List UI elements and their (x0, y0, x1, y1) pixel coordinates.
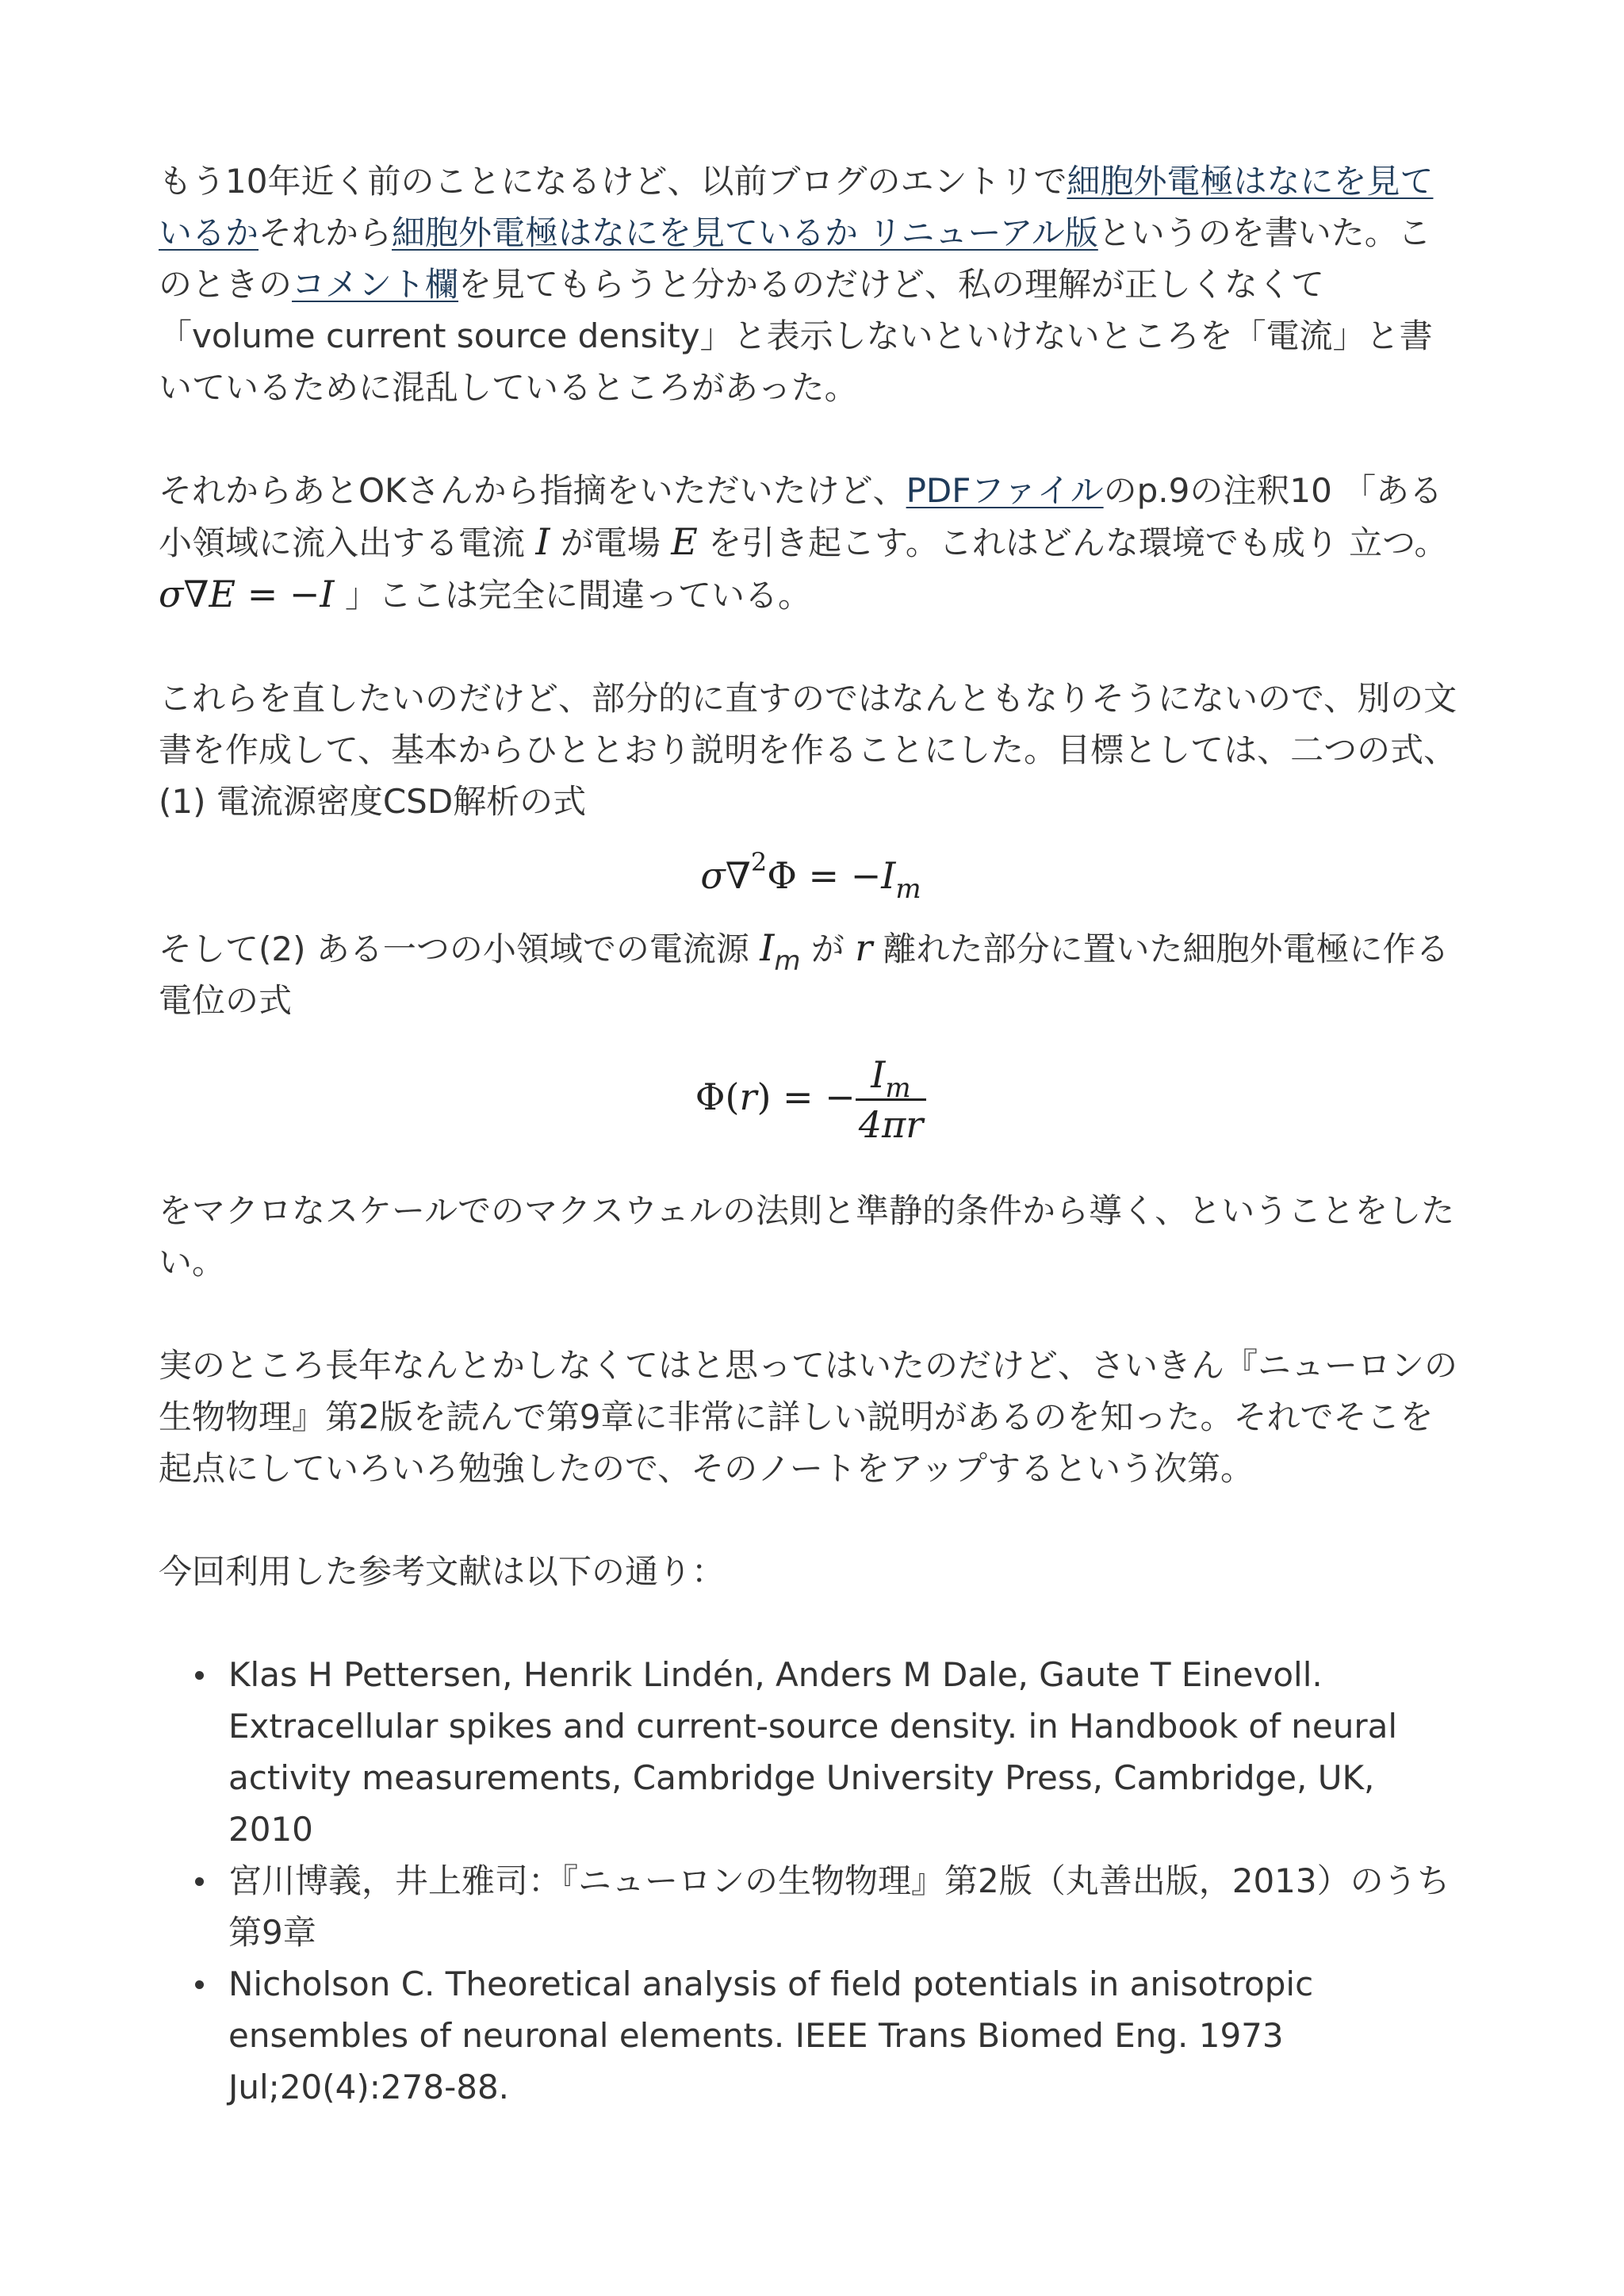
csd-eq-var: I (881, 854, 896, 897)
correction-text-1: それからあとOKさんから指摘をいただいたけど、 (159, 471, 906, 510)
potential-eq-fraction (856, 1050, 927, 1148)
csd-eq-subscript: m (895, 873, 921, 905)
potential-intro-paragraph (159, 922, 1463, 1026)
potential-eq-lhs: Φ( (695, 1075, 740, 1118)
intro-paragraph (159, 155, 1463, 413)
csd-equation (159, 835, 1463, 914)
comment-section-link[interactable]: コメント欄 (292, 265, 459, 304)
reference-item: Nicholson C. Theoretical analysis of field potentials in anisotropic ensembles of neuronal elements. IEEE Trans Biomed Eng. 1973 Jul;20(4):278-88. (228, 1958, 1463, 2113)
potential-text-1: そして(2) ある一つの小領域での電流源 (159, 930, 760, 968)
potential-eq-rhs: ) = − (756, 1075, 856, 1118)
correction-paragraph (159, 465, 1463, 621)
intro-text-4: を見てもらうと分かるのだけど、私の理解が正しくなくて「volume current source density」と表示しないといけないところを「電流」と書いているために混乱しているところがあった。 (159, 265, 1433, 407)
potential-eq-r: r (739, 1075, 757, 1118)
potential-text-3: 離れた部分に置いた細胞外電極に作る電位の式 (159, 930, 1450, 1020)
correction-text-5: 」ここは完全に間違っている。 (334, 576, 811, 615)
math-field-symbol: E (671, 520, 698, 563)
article-body (159, 155, 1463, 2113)
derivation-paragraph: をマクロなスケールでのマクスウェルの法則と準静的条件から導く、ということをしたい。 (159, 1191, 1455, 1282)
potential-equation (159, 1050, 1463, 1169)
intro-text-2: それから (259, 213, 393, 252)
csd-eq-lhs-b: Φ = − (767, 854, 882, 897)
fraction-numerator (856, 1050, 927, 1104)
pdf-file-link[interactable]: PDFファイル (906, 471, 1104, 510)
intro-text-1: もう10年近く前のことになるけど、以前ブログのエントリで (159, 162, 1067, 201)
csd-eq-exponent: 2 (750, 847, 768, 877)
math-distance-symbol: r (855, 926, 873, 969)
math-current-symbol: I (535, 520, 550, 563)
math-wrong-equation: σ∇E = −I (159, 573, 335, 615)
correction-text-4: を引き起こす。これはどんな環境でも成り 立つ。 (697, 523, 1448, 562)
reference-item: 宮川博義，井上雅司：『ニューロンの生物物理』第2版（丸善出版，2013）のうち第9章 (228, 1855, 1463, 1958)
intro-text-3: というのを書いた。このときの (159, 213, 1431, 304)
potential-text-2: が (800, 930, 856, 968)
references-intro: 今回利用した参考文献は以下の通り： (159, 1552, 726, 1591)
goal-paragraph: これらを直したいのだけど、部分的に直すのではなんともなりそうにないので、別の文書を作成して、基本からひととおり説明を作ることにした。目標としては、二つの式、(1) 電流源密度CSD解析の式 (159, 679, 1457, 821)
reference-item: Klas H Pettersen, Henrik Lindén, Anders M Dale, Gaute T Einevoll. Extracellular spikes and current-source density. in Handbook of neural activity measurements, Cambridge University Press, Cambridge, UK, 2010 (228, 1649, 1463, 1855)
fraction-denominator: 4πr (858, 1103, 924, 1146)
blog-entry-link[interactable]: 細胞外電極はなにを見ているか (159, 162, 1434, 252)
motivation-paragraph: 実のところ長年なんとかしなくてはと思ってはいたのだけど、さいきん『ニューロンの生物物理』第2版を読んで第9章に非常に詳しい説明があるのを知った。それでそこを起点にしていろいろ勉強したので、そのノートをアップするという次第。 (159, 1346, 1458, 1488)
numerator-subscript: m (885, 1072, 911, 1104)
correction-text-3: が電場 (550, 523, 672, 562)
numerator-var: I (871, 1053, 886, 1096)
renewal-entry-link[interactable]: 細胞外電極はなにを見ているか リニューアル版 (392, 213, 1098, 252)
reference-list (159, 1649, 1463, 2113)
math-source-symbol: I (760, 926, 775, 969)
csd-eq-lhs-a: σ∇ (700, 854, 751, 897)
correction-text-2: のp.9の注釈10 「ある小領域に流入出する電流 (159, 471, 1443, 562)
math-source-subscript: m (774, 945, 801, 977)
